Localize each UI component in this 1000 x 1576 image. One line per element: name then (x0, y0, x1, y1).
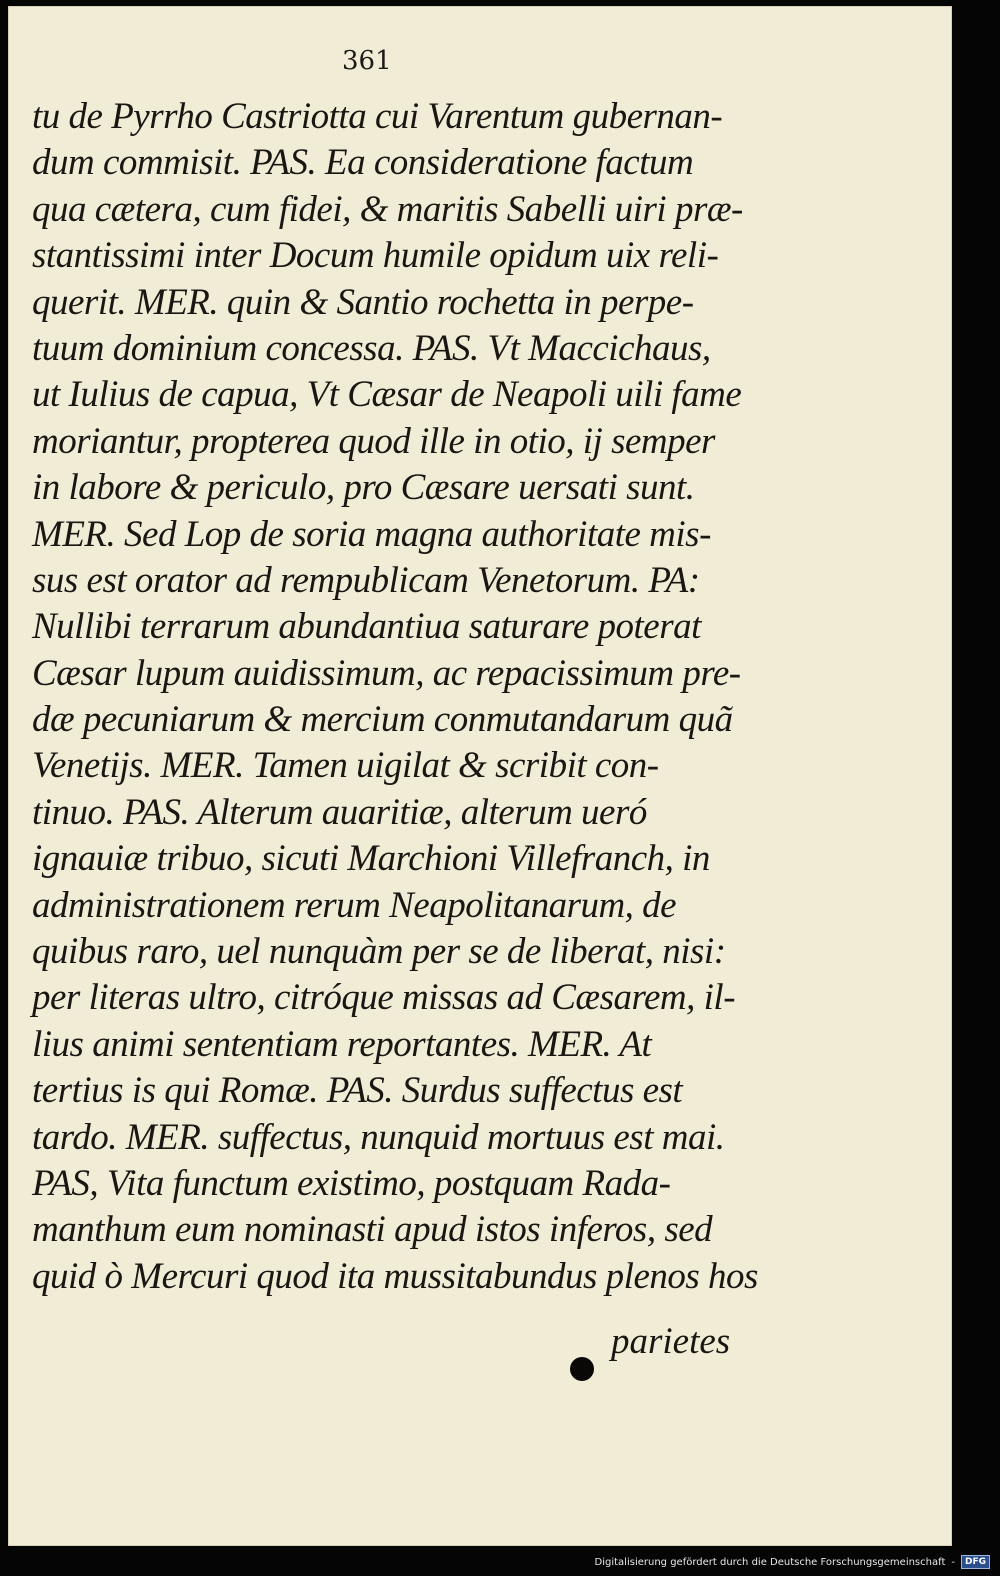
catchword: parietes (611, 1321, 731, 1362)
book-page (8, 6, 952, 1546)
text-line: dum commisit. PAS. Ea consideratione factum (32, 142, 694, 184)
text-line: in labore & periculo, pro Cæsare uersati sunt. (32, 467, 695, 509)
text-line: lius animi sententiam reportantes. MER. At (32, 1023, 652, 1065)
text-line: MER. Sed Lop de soria magna authoritate mis- (32, 513, 711, 555)
text-line: manthum eum nominasti apud istos inferos, sed (32, 1209, 713, 1251)
text-line: PAS, Vita functum existimo, postquam Rada- (32, 1162, 671, 1204)
text-line: per literas ultro, citróque missas ad Cæsarem, il- (32, 977, 736, 1019)
text-line: tinuo. PAS. Alterum auaritiæ, alterum ueró (32, 791, 647, 833)
digitization-footer: Digitalisierung gefördert durch die Deutsche Forschungsgemeinschaft - DFG (595, 1552, 990, 1572)
text-line: sus est orator ad rempublicam Venetorum. PA: (32, 559, 700, 601)
text-line: moriantur, propterea quod ille in otio, ij semper (32, 420, 715, 462)
text-line: stantissimi inter Docum humile opidum uix reli- (32, 235, 719, 277)
ink-blot (570, 1357, 594, 1381)
body-text (32, 94, 758, 1300)
text-line: quibus raro, uel nunquàm per se de liberat, nisi: (32, 931, 726, 973)
text-line: tuum dominium concessa. PAS. Vt Maccichaus, (32, 327, 711, 369)
text-line: ut Iulius de capua, Vt Cæsar de Neapoli uili fame (32, 374, 742, 416)
text-line: Venetijs. MER. Tamen uigilat & scribit con- (32, 745, 659, 787)
text-line: quid ò Mercuri quod ita mussitabundus plenos hos (32, 1255, 758, 1297)
text-line: tertius is qui Romæ. PAS. Surdus suffectus est (32, 1070, 683, 1112)
text-line: ignauiæ tribuo, sicuti Marchioni Villefranch, in (32, 838, 710, 880)
text-line: querit. MER. quin & Santio rochetta in perpe- (32, 281, 694, 323)
text-line: dæ pecuniarum & mercium conmutandarum quã (32, 699, 733, 741)
text-line: qua cætera, cum fidei, & maritis Sabelli uiri præ- (32, 188, 743, 230)
text-line: tu de Pyrrho Castriotta cui Varentum gubernan- (32, 96, 723, 137)
text-line: Cæsar lupum auidissimum, ac repacissimum pre- (32, 652, 741, 694)
page-number: 361 (342, 46, 392, 76)
text-line: administrationem rerum Neapolitanarum, de (32, 884, 677, 926)
text-line: Nullibi terrarum abundantiua saturare poterat (32, 606, 701, 648)
funding-credit: Digitalisierung gefördert durch die Deutsche Forschungsgemeinschaft (594, 1556, 946, 1568)
dfg-logo: DFG (961, 1555, 990, 1569)
text-line: tardo. MER. suffectus, nunquid mortuus est mai. (32, 1116, 725, 1158)
